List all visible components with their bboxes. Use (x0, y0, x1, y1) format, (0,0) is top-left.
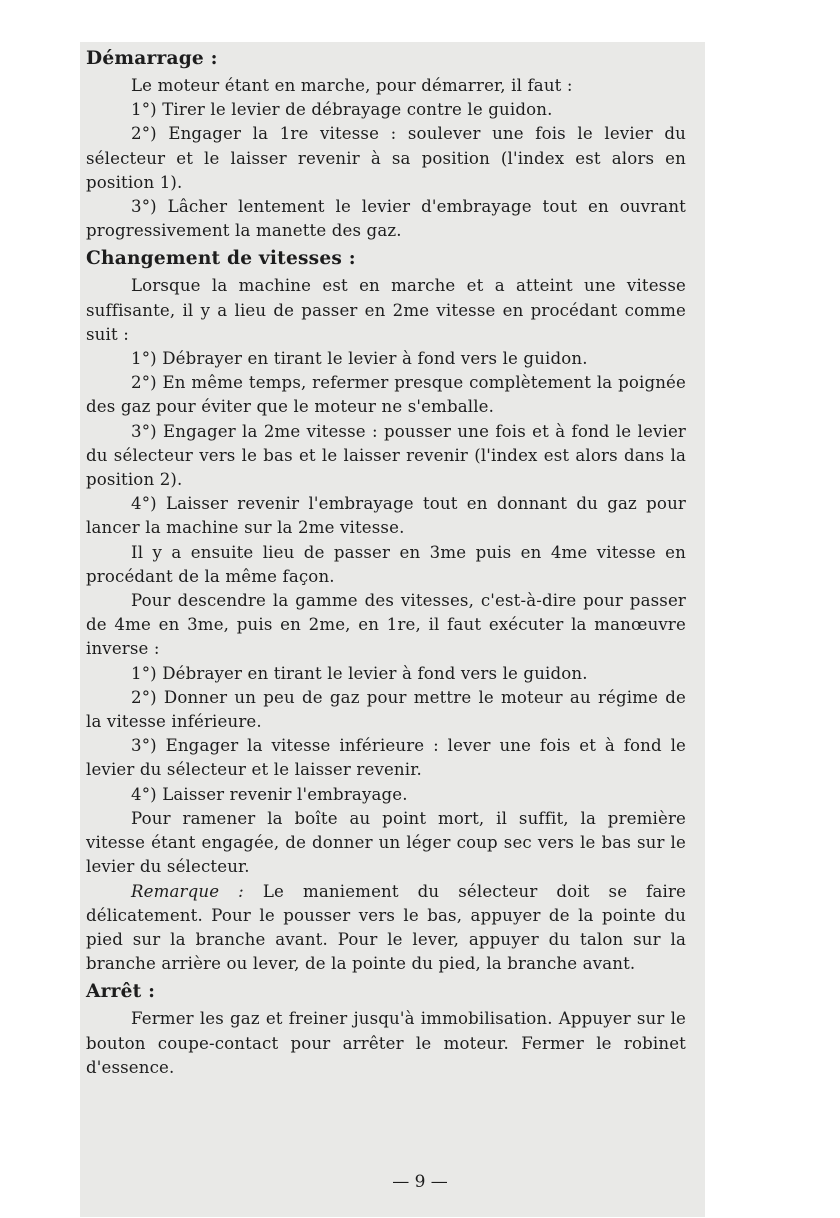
section-heading-demarrage: Démarrage : (86, 48, 218, 69)
paragraph: Pour ramener la boîte au point mort, il suffit, la première vitesse étant engagée, de donner un léger coup sec vers le bas sur le levier du sélecteur. (86, 808, 686, 877)
paragraph: 2°) En même temps, refermer presque complètement la poignée des gaz pour éviter que le moteur ne s'emballe. (86, 373, 686, 417)
paragraph: Pour descendre la gamme des vitesses, c'est-à-dire pour passer de 4me en 3me, puis en 2me, en 1re, il faut exécuter la manœuvre inverse : (86, 591, 686, 659)
paragraph: 3°) Engager la vitesse inférieure : lever une fois et à fond le levier du sélecteur et le laisser revenir. (86, 736, 686, 780)
page-content (86, 46, 686, 1080)
paragraph: 3°) Engager la 2me vitesse : pousser une fois et à fond le levier du sélecteur vers le bas et le laisser revenir (l'index est alors dans la position 2). (86, 421, 686, 490)
paragraph: 1°) Débrayer en tirant le levier à fond vers le guidon. (131, 663, 588, 683)
paragraph: 1°) Tirer le levier de débrayage contre le guidon. (131, 100, 553, 120)
paragraph: Fermer les gaz et freiner jusqu'à immobilisation. Appuyer sur le bouton coupe-contact pour arrêter le moteur. Fermer le robinet d'essence. (86, 1009, 686, 1077)
paragraph: 3°) Lâcher lentement le levier d'embrayage tout en ouvrant progressivement la manette des gaz. (86, 197, 686, 241)
paragraph: 2°) Engager la 1re vitesse : soulever une fois le levier du sélecteur et le laisser revenir à sa position (l'index est alors en position 1). (86, 124, 686, 192)
paragraph: Lorsque la machine est en marche et a atteint une vitesse suffisante, il y a lieu de passer en 2me vitesse en procédant comme suit : (86, 276, 686, 344)
paragraph: 1°) Débrayer en tirant le levier à fond vers le guidon. (131, 349, 588, 369)
paragraph: 2°) Donner un peu de gaz pour mettre le moteur au régime de la vitesse inférieure. (86, 687, 686, 732)
paragraph: Le moteur étant en marche, pour démarrer, il faut : (131, 76, 573, 95)
paragraph: 4°) Laisser revenir l'embrayage tout en donnant du gaz pour lancer la machine sur la 2me vitesse. (86, 494, 686, 538)
section-heading-changement: Changement de vitesses : (86, 248, 356, 270)
remark-label: Remarque : (131, 881, 244, 901)
page-number: — 9 — (392, 1172, 448, 1192)
remark-paragraph (86, 880, 686, 977)
paragraph: Il y a ensuite lieu de passer en 3me puis en 4me vitesse en procédant de la même façon. (86, 542, 686, 586)
section-heading-arret: Arrêt : (86, 981, 156, 1003)
remark-text: Le maniement du sélecteur doit se faire délicatement. Pour le pousser vers le bas, appuyer de la pointe du pied sur la branche avant. Pour le lever, appuyer du talon sur la branche arrière ou lever, de la pointe du pied, la branche avant. (86, 881, 687, 974)
paragraph: 4°) Laisser revenir l'embrayage. (131, 784, 408, 804)
